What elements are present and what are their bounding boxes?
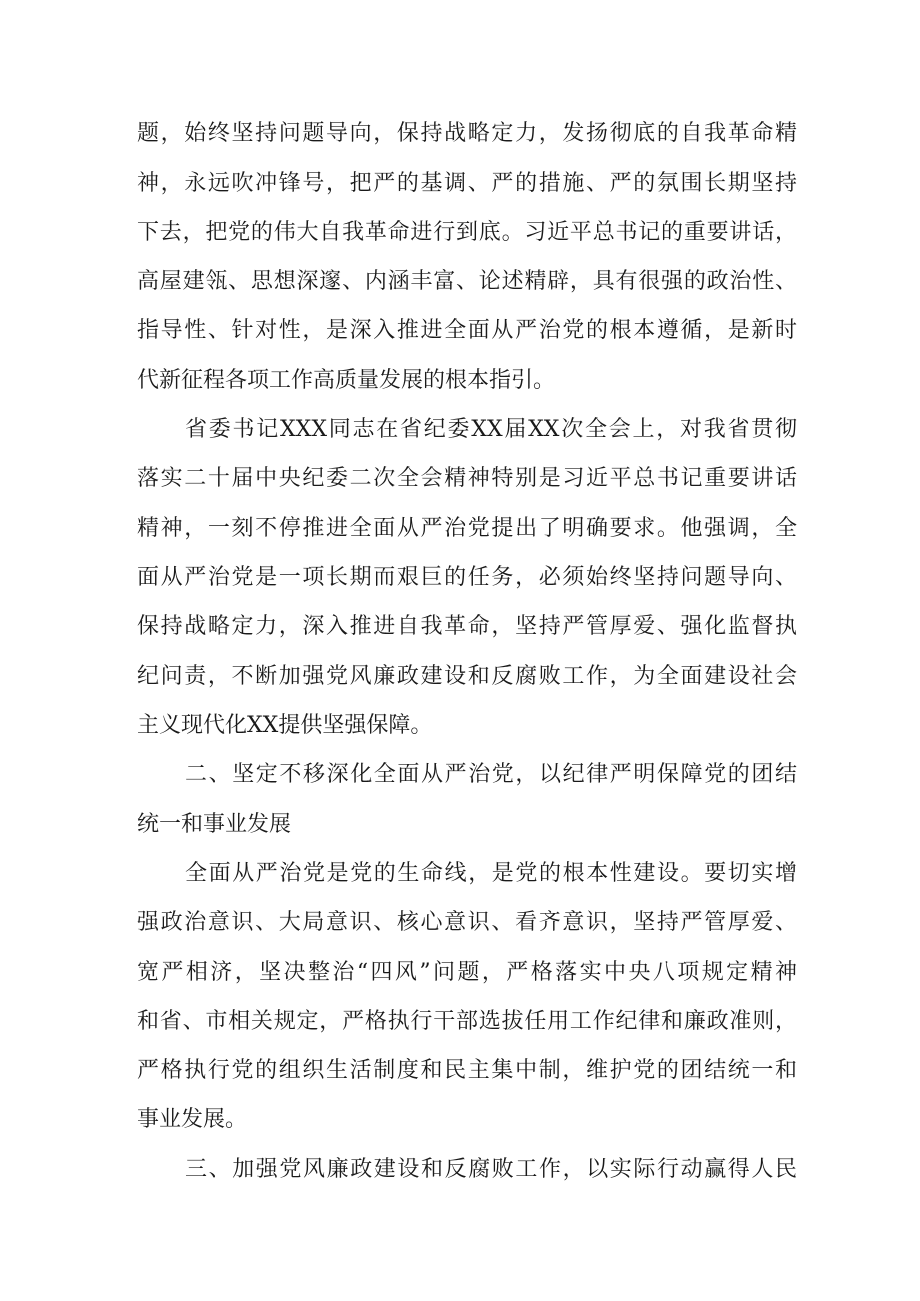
text-line: 题，始终坚持问题导向，保持战略定力，发扬彻底的自我革命精: [137, 121, 797, 146]
text-line: 落实二十届中央纪委二次全会精神特别是习近平总书记重要讲话: [137, 466, 797, 491]
text-line: 神，永远吹冲锋号，把严的基调、严的措施、严的氛围长期坚持: [137, 171, 797, 196]
heading-line: 三、加强党风廉政建设和反腐败工作，以实际行动赢得人民: [185, 1157, 797, 1182]
text-line: 省委书记XXX同志在省纪委XX届XX次全会上，对我省贯彻: [185, 417, 797, 442]
text-line: 主义现代化XX提供坚强保障。: [137, 713, 433, 738]
text-line: 下去，把党的伟大自我革命进行到底。习近平总书记的重要讲话，: [137, 220, 797, 245]
heading-line: 二、坚定不移深化全面从严治党，以纪律严明保障党的团结: [185, 762, 797, 787]
text-line: 事业发展。: [137, 1107, 248, 1132]
text-line: 代新征程各项工作高质量发展的根本指引。: [137, 368, 556, 393]
heading-line: 统一和事业发展: [137, 812, 292, 837]
text-line: 严格执行党的组织生活制度和民主集中制，维护党的团结统一和: [137, 1058, 797, 1083]
text-line: 面从严治党是一项长期而艰巨的任务，必须始终坚持问题导向、: [137, 565, 797, 590]
text-line: 强政治意识、大局意识、核心意识、看齐意识，坚持严管厚爱、: [137, 910, 797, 935]
text-line: 精神，一刻不停推进全面从严治党提出了明确要求。他强调，全: [137, 516, 797, 541]
text-line: 指导性、针对性，是深入推进全面从严治党的根本遵循，是新时: [137, 318, 797, 343]
text-line: 高屋建瓴、思想深邃、内涵丰富、论述精辟，具有很强的政治性、: [137, 269, 797, 294]
text-line: 宽严相济，坚决整治“四风”问题，严格落实中央八项规定精神: [137, 960, 797, 985]
text-line: 全面从严治党是党的生命线，是党的根本性建设。要切实增: [185, 861, 797, 886]
text-line: 保持战略定力，深入推进自我革命，坚持严管厚爱、强化监督执: [137, 614, 797, 639]
text-line: 和省、市相关规定，严格执行干部选拔任用工作纪律和廉政准则，: [137, 1009, 797, 1034]
text-line: 纪问责，不断加强党风廉政建设和反腐败工作，为全面建设社会: [137, 664, 797, 689]
